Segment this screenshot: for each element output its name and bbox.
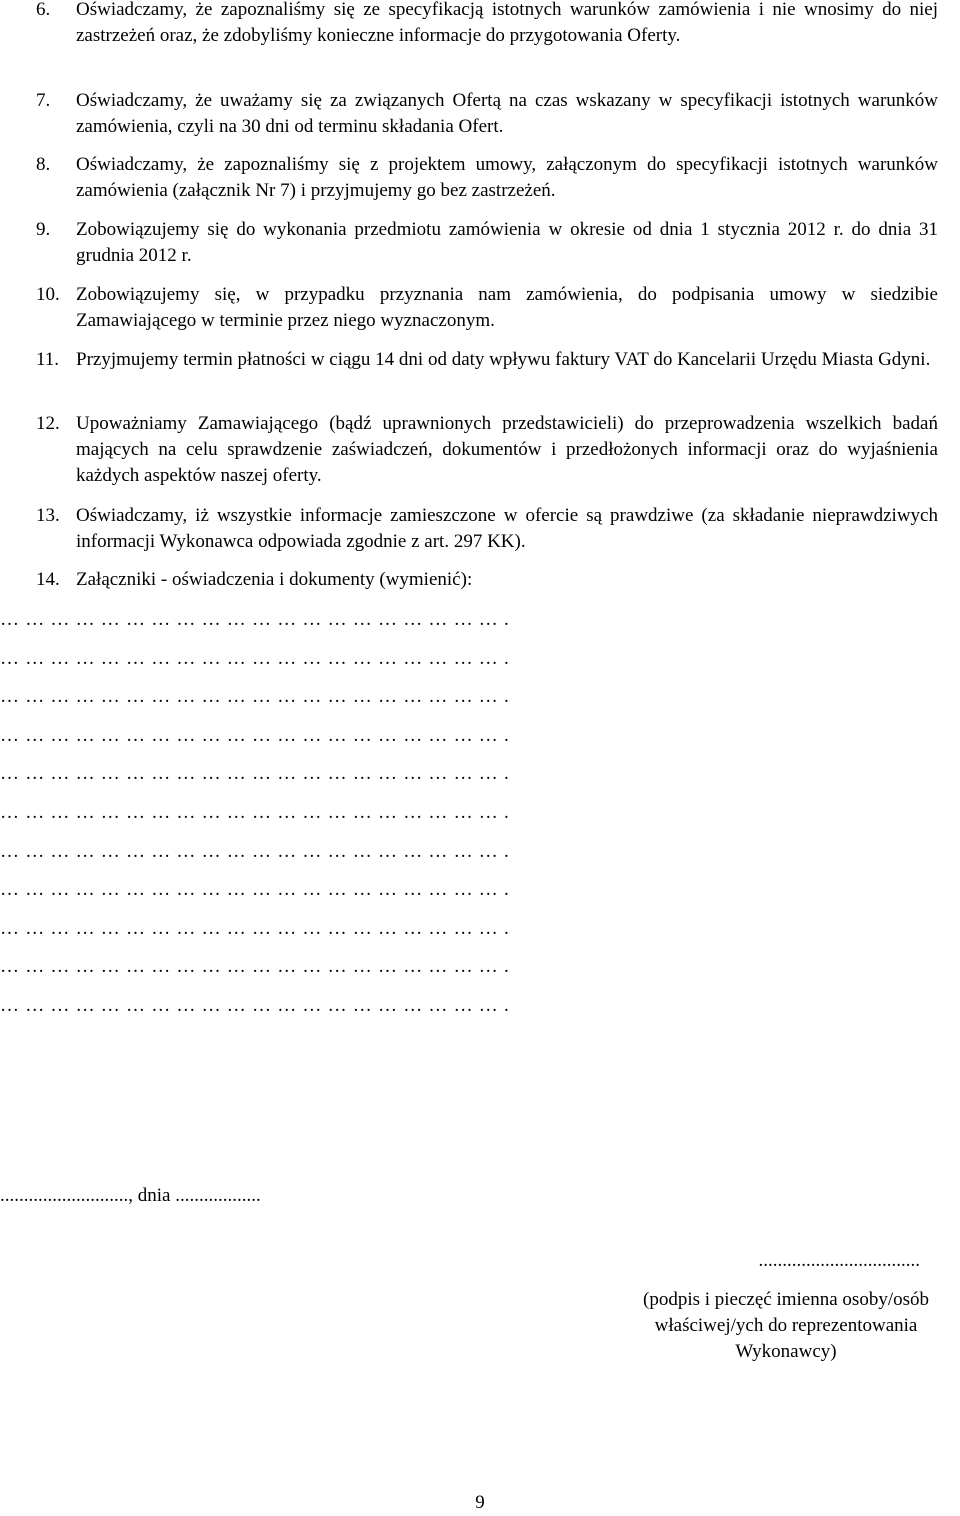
attachment-line: ……………………………………………………. bbox=[0, 994, 515, 1016]
item-text: Zobowiązujemy się do wykonania przedmiotu zamówienia w okresie od dnia 1 stycznia 2012 r. do dnia 31 grudnia 2012 r. bbox=[76, 219, 938, 266]
item-number: 10. bbox=[36, 284, 60, 305]
attachment-line: ……………………………………………………. bbox=[0, 956, 515, 978]
declaration-item-8 bbox=[36, 152, 938, 204]
declaration-item-6 bbox=[36, 0, 938, 49]
attachment-line: ……………………………………………………. bbox=[0, 647, 515, 669]
item-number: 14. bbox=[36, 569, 60, 590]
item-number: 7. bbox=[36, 90, 51, 111]
declaration-item-9 bbox=[36, 217, 938, 269]
item-number: 8. bbox=[36, 154, 51, 175]
attachment-line: ……………………………………………………. bbox=[0, 609, 515, 630]
declaration-item-14 bbox=[36, 567, 938, 593]
signature-caption-line: właściwej/ych do reprezentowania bbox=[654, 1315, 918, 1336]
item-number: 6. bbox=[36, 0, 51, 20]
attachment-line: ……………………………………………………. bbox=[0, 686, 515, 708]
item-number: 11. bbox=[36, 349, 60, 370]
declaration-item-11 bbox=[36, 347, 938, 373]
signature-line: .................................. bbox=[758, 1250, 920, 1271]
item-text: Oświadczamy, że zapoznaliśmy się z projektem umowy, załączonym do specyfikacji istotnych warunków zamówienia (załącznik Nr 7) i przyjmujemy go bez zastrzeżeń. bbox=[76, 154, 938, 201]
declaration-item-12 bbox=[36, 411, 938, 489]
item-text: Upoważniamy Zamawiającego (bądź uprawnionych przedstawicieli) do przeprowadzenia wszelkich badań mających na celu sprawdzenie zaświadczeń, dokumentów i przedłożonych informacji oraz do wyjaśnienia każdych aspektów naszej oferty. bbox=[76, 413, 938, 486]
attachment-line: ……………………………………………………. bbox=[0, 763, 515, 785]
item-text: Załączniki - oświadczenia i dokumenty (wymienić): bbox=[76, 569, 473, 590]
item-text: Oświadczamy, że zapoznaliśmy się ze specyfikacją istotnych warunków zamówienia i nie wnosimy do niej zastrzeżeń oraz, że zdobyliśmy konieczne informacje do przygotowania Oferty. bbox=[76, 0, 938, 46]
signature-caption-line: Wykonawcy) bbox=[735, 1341, 837, 1362]
page-number: 9 bbox=[475, 1492, 485, 1513]
item-number: 13. bbox=[36, 505, 60, 526]
item-text: Przyjmujemy termin płatności w ciągu 14 dni od daty wpływu faktury VAT do Kancelarii Urzędu Miasta Gdyni. bbox=[76, 349, 931, 370]
attachment-line: ……………………………………………………. bbox=[0, 801, 515, 823]
item-number: 9. bbox=[36, 219, 51, 240]
attachment-line: ……………………………………………………. bbox=[0, 879, 515, 901]
signature-caption-line: (podpis i pieczęć imienna osoby/osób bbox=[643, 1289, 929, 1310]
attachment-line: ……………………………………………………. bbox=[0, 917, 515, 939]
item-text: Zobowiązujemy się, w przypadku przyznania nam zamówienia, do podpisania umowy w siedzibie Zamawiającego w terminie przez niego wyznaczonym. bbox=[76, 284, 938, 331]
attachment-line: ……………………………………………………. bbox=[0, 724, 515, 746]
signature-caption bbox=[600, 1287, 960, 1365]
declaration-item-13 bbox=[36, 503, 938, 555]
place-and-date: ..........................., dnia .................. bbox=[0, 1185, 261, 1206]
attachment-line: ……………………………………………………. bbox=[0, 840, 515, 862]
item-number: 12. bbox=[36, 413, 60, 434]
attachments-fill-lines bbox=[0, 607, 520, 1032]
item-text: Oświadczamy, iż wszystkie informacje zamieszczone w ofercie są prawdziwe (za składanie nieprawdziwych informacji Wykonawca odpowiada zgodnie z art. 297 KK). bbox=[76, 505, 938, 552]
declaration-item-7 bbox=[36, 88, 938, 140]
declaration-item-10 bbox=[36, 282, 938, 334]
item-text: Oświadczamy, że uważamy się za związanych Ofertą na czas wskazany w specyfikacji istotnych warunków zamówienia, czyli na 30 dni od terminu składania Ofert. bbox=[76, 90, 938, 137]
